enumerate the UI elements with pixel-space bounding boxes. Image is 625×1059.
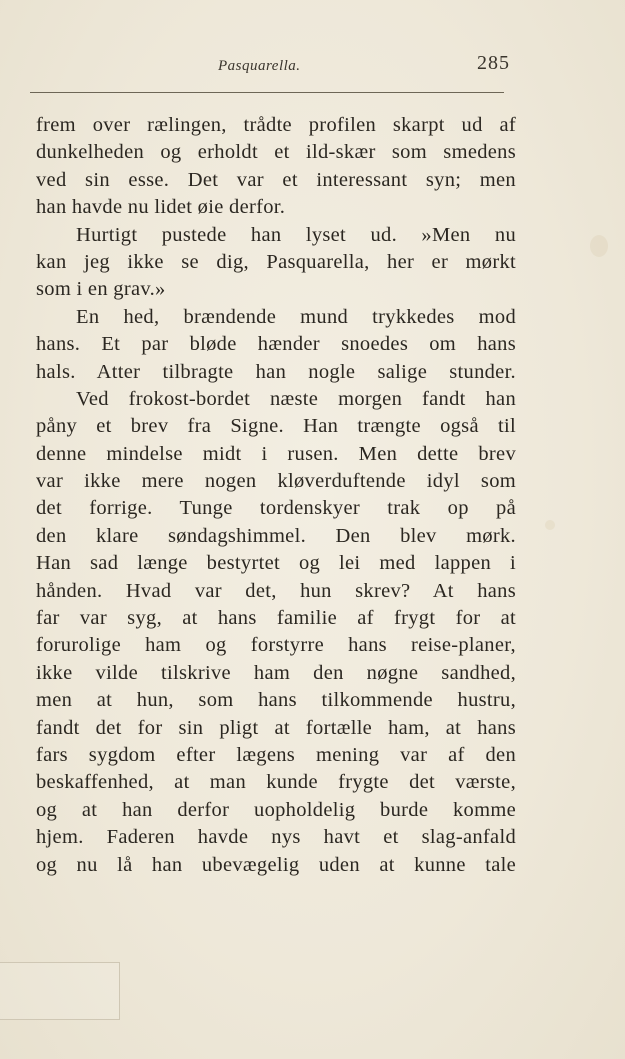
text-line: den klare søndagshimmel. Den blev mørk. [36,524,516,547]
text-line: kan jeg ikke se dig, Pasquarella, her er mørkt [36,250,516,273]
text-line: men at hun, som hans tilkommende hustru, [36,689,516,712]
text-line: far var syg, at hans familie af frygt for at [36,607,516,630]
text-line: og at han derfor uopholdelig burde komme [36,798,516,821]
paper-stain [590,235,608,257]
text-line: Ved frokost-bordet næste morgen fandt han [76,387,516,410]
text-line: fars sygdom efter lægens mening var af den [36,743,516,766]
text-line: beskaffenhed, at man kunde frygte det værste, [36,771,516,794]
text-line: hans. Et par bløde hænder snoedes om hans [36,333,516,356]
text-line: forurolige ham og forstyrre hans reise-planer, [36,634,516,657]
text-line: det forrige. Tunge tordenskyer trak op på [36,497,516,520]
running-title: Pasquarella. [218,58,301,74]
header-rule [30,92,504,93]
text-line: som i en grav.» [36,278,166,301]
paper-stain [545,520,555,530]
text-line: En hed, brændende mund trykkedes mod [76,305,516,328]
text-line: Han sad længe bestyrtet og lei med lappen i [36,552,516,575]
text-line: påny et brev fra Signe. Han trængte også til [36,415,516,438]
text-line: hånden. Hvad var det, hun skrev? At hans [36,579,516,602]
text-line: fandt det for sin pligt at fortælle ham, at hans [36,716,516,739]
text-line: og nu lå han ubevægelig uden at kunne tale [36,853,516,876]
page-number: 285 [477,52,510,74]
text-line: ved sin esse. Det var et interessant syn; men [36,168,516,191]
text-line: var ikke mere nogen kløverduftende idyl som [36,470,516,493]
body-text [36,112,516,879]
page-header [28,52,508,82]
text-line: denne mindelse midt i rusen. Men dette brev [36,442,516,465]
library-label-box [0,962,120,1020]
text-line: hjem. Faderen havde nys havt et slag-anfald [36,826,516,849]
text-line: frem over rælingen, trådte profilen skarpt ud af [36,114,516,136]
text-line: Hurtigt pustede han lyset ud. »Men nu [76,223,516,246]
text-line: han havde nu lidet øie derfor. [36,196,286,219]
text-line: ikke vilde tilskrive ham den nøgne sandhed, [36,661,516,684]
text-line: hals. Atter tilbragte han nogle salige stunder. [36,360,516,383]
text-line: dunkelheden og erholdt et ild-skær som smedens [36,141,516,164]
